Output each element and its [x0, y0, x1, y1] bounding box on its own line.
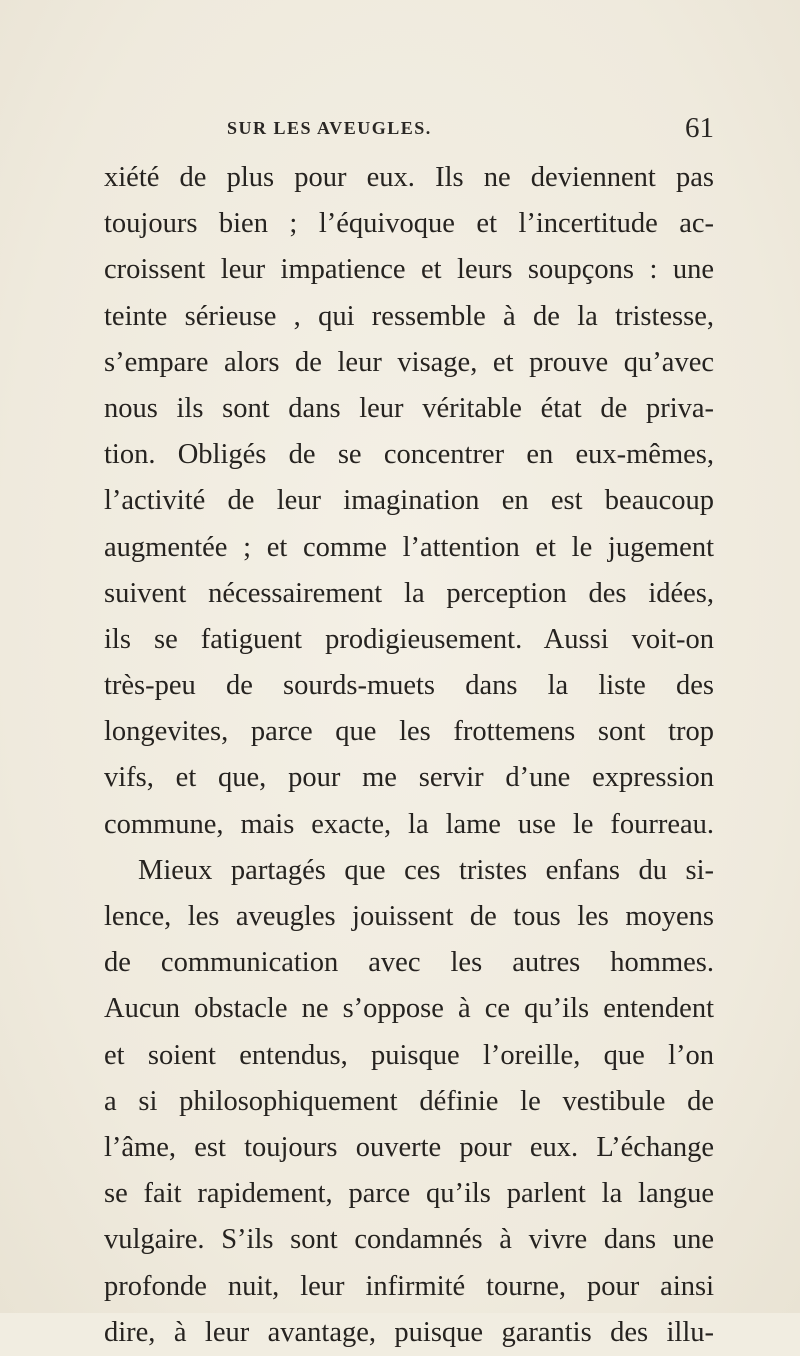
text-line: augmentée ; et comme l’attention et le jugement — [104, 531, 714, 563]
text-line: nous ils sont dans leur véritable état de priva- — [104, 392, 714, 424]
text-line: profonde nuit, leur infirmité tourne, pour ainsi — [104, 1270, 714, 1302]
text-line: Aucun obstacle ne s’oppose à ce qu’ils entendent — [104, 993, 714, 1025]
text-line: s’empare alors de leur visage, et prouve qu’avec — [104, 346, 714, 378]
text-line: xiété de plus pour eux. Ils ne deviennent pas — [104, 162, 714, 193]
text-line: suivent nécessairement la perception des idées, — [104, 577, 714, 609]
running-head — [100, 112, 714, 148]
paragraph-end-line: commune, mais exacte, la lame use le fourreau. — [104, 808, 714, 840]
text-line: dire, à leur avantage, puisque garantis des illu- — [104, 1316, 714, 1348]
text-line: tion. Obligés de se concentrer en eux-mêmes, — [104, 439, 714, 471]
text-line: ils se fatiguent prodigieusement. Aussi voit-on — [104, 623, 714, 655]
running-title: SUR LES AVEUGLES. — [227, 118, 432, 138]
text-line: longevites, parce que les frottemens sont trop — [104, 716, 714, 748]
body-text — [104, 155, 714, 1356]
text-line: vifs, et que, pour me servir d’une expression — [104, 762, 714, 794]
page-number: 61 — [685, 112, 714, 144]
text-line: se fait rapidement, parce qu’ils parlent la langue — [104, 1178, 714, 1210]
text-line: et soient entendus, puisque l’oreille, que l’on — [104, 1039, 714, 1071]
paragraph-start-line: Mieux partagés que ces tristes enfans du si- — [138, 854, 714, 886]
text-line: a si philosophiquement définie le vestibule de — [104, 1085, 714, 1117]
text-line: toujours bien ; l’équivoque et l’incertitude ac- — [104, 208, 714, 240]
text-line: teinte sérieuse , qui ressemble à de la tristesse, — [104, 300, 714, 332]
text-line: lence, les aveugles jouissent de tous les moyens — [104, 901, 714, 932]
text-line: l’âme, est toujours ouverte pour eux. L’échange — [104, 1131, 714, 1163]
text-line: croissent leur impatience et leurs soupçons : une — [104, 254, 714, 286]
text-line: très-peu de sourds-muets dans la liste des — [104, 670, 714, 702]
text-line: vulgaire. S’ils sont condamnés à vivre dans une — [104, 1224, 714, 1256]
text-line: de communication avec les autres hommes. — [104, 947, 714, 979]
text-line: l’activité de leur imagination en est beaucoup — [104, 485, 714, 517]
